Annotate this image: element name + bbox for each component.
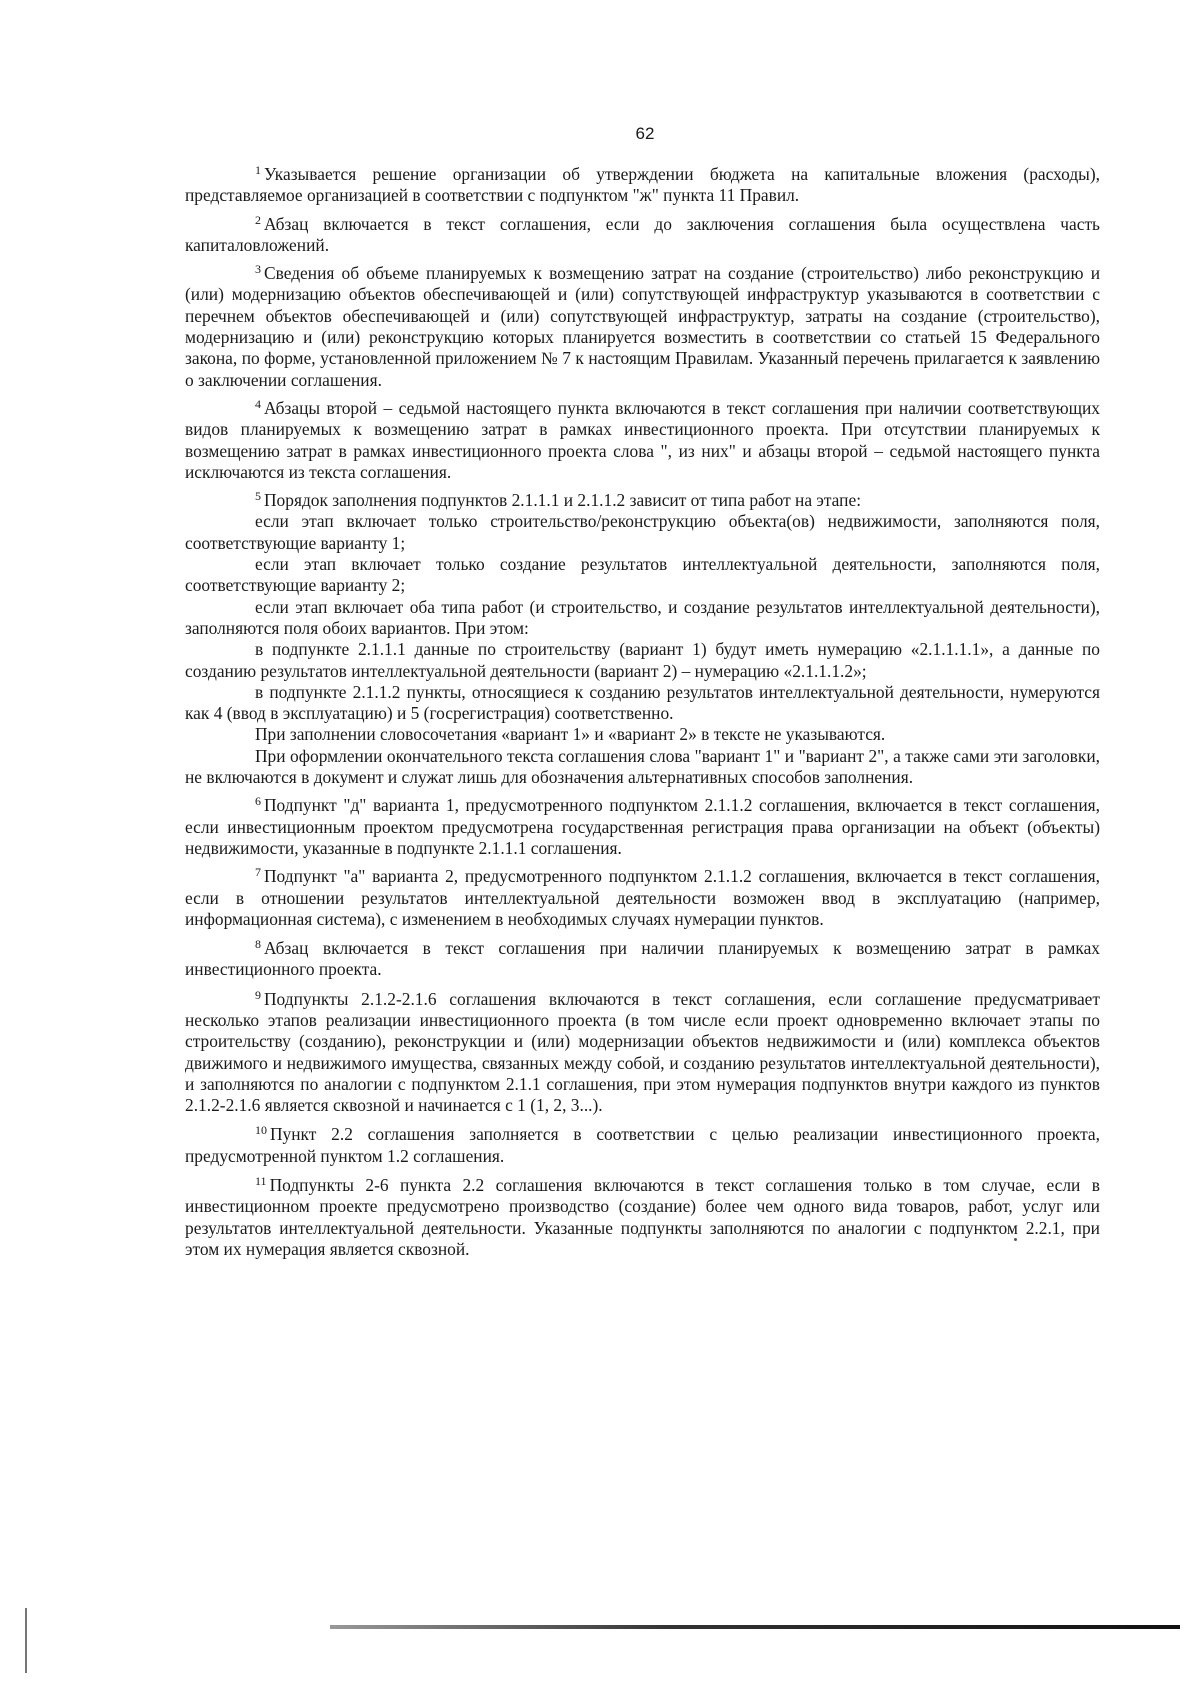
footnote-paragraph-text: Указывается решение организации об утверждении бюджета на капитальные вложения (расходы), представляемое организацией в соответствии с подпунктом "ж" пункта 11 Правил. [185, 164, 1100, 206]
footnote-paragraph-text: Подпункты 2.1.2-2.1.6 соглашения включаются в текст соглашения, если соглашение предусматривает несколько этапов реализации инвестиционного проекта (в том числе если проект одновременно включает этапы по строительству (созданию), реконструкции и (или) модернизации объектов недвижимости и (или) комплекса объектов движимого и недвижимого имущества, связанных между собой, и созданию результатов интеллектуальной деятельности), и заполняются по аналогии с подпунктом 2.1.1 соглашения, при этом нумерация подпунктов внутри каждого из пунктов 2.1.2-2.1.6 является сквозной и начинается с 1 (1, 2, 3...). [185, 988, 1100, 1116]
footnote-marker: 4 [255, 396, 261, 411]
footnote-paragraph-text: Абзац включается в текст соглашения, если до заключения соглашения была осуществлена часть капиталовложений. [185, 213, 1100, 255]
footnote-9 [185, 985, 1100, 1117]
footnote-4 [185, 394, 1100, 483]
scan-speck [1014, 1238, 1017, 1241]
footnote-6 [185, 791, 1100, 859]
footnote-paragraph-text: При заполнении словосочетания «вариант 1» и «вариант 2» в тексте не указываются. [255, 724, 886, 745]
footnote-5 [185, 486, 1100, 788]
footnote-paragraph [185, 746, 1100, 789]
footnote-text [185, 210, 1100, 257]
footnote-2 [185, 210, 1100, 257]
footnote-marker: 10 [255, 1123, 267, 1138]
footnote-paragraph-text: если этап включает только строительство/реконструкцию объекта(ов) недвижимости, заполняются поля, соответствующие варианту 1; [185, 511, 1100, 553]
footnote-paragraph [185, 682, 1100, 725]
footnote-paragraph-text: в подпункте 2.1.1.2 пункты, относящиеся к созданию результатов интеллектуальной деятельности, нумеруются как 4 (ввод в эксплуатацию) и 5 (госрегистрация) соответственно. [185, 681, 1100, 724]
footnote-paragraph-text: Подпункт "д" варианта 1, предусмотренного подпунктом 2.1.1.2 соглашения, включается в текст соглашения, если инвестиционным проектом предусмотрена государственная регистрация права организации на объект (объекты) недвижимости, указанные в подпункте 2.1.1.1 соглашения. [185, 795, 1100, 858]
footnote-marker: 1 [255, 163, 261, 177]
footnote-text [185, 259, 1100, 391]
footnote-text [185, 791, 1100, 859]
footnote-paragraph-text: если этап включает только создание результатов интеллектуальной деятельности, заполняются поля, соответствующие варианту 2; [185, 554, 1100, 596]
footnote-paragraph [185, 639, 1100, 682]
footnote-text [185, 486, 1100, 511]
footnote-paragraph-text: Сведения об объеме планируемых к возмещению затрат на создание (строительство) либо реконструкцию и (или) модернизацию объектов обеспечивающей и (или) сопутствующей инфраструктур указываются в соответствии с перечнем объектов обеспечивающей и (или) сопутствующей инфраструктур, затраты на создание (строительство), модернизацию и (или) реконструкцию которых планируется возместить в соответствии со статьей 15 Федерального закона, по форме, установленной приложением № 7 к настоящим Правилам. Указанный перечень прилагается к заявлению о заключении соглашения. [185, 263, 1100, 390]
footnote-3 [185, 259, 1100, 391]
footnote-8 [185, 934, 1100, 981]
page-number: 62 [635, 124, 655, 143]
footnote-text [185, 1120, 1100, 1167]
footnote-10 [185, 1120, 1100, 1167]
footnote-paragraph [185, 597, 1100, 640]
footnote-text [185, 160, 1100, 207]
footnote-paragraph-text: Подпункты 2-6 пункта 2.2 соглашения включаются в текст соглашения только в том случае, если в инвестиционном проекте предусмотрено производство (создание) более чем одного вида товаров, работ, услуг или результатов интеллектуальной деятельности. Указанные подпункты заполняются по аналогии с подпунктом 2.2.1, при этом их нумерация является сквозной. [185, 1175, 1100, 1259]
footnote-marker: 5 [255, 489, 261, 504]
footnote-marker: 3 [255, 262, 261, 277]
footnote-marker: 2 [255, 212, 261, 227]
scan-edge-mark [25, 1608, 27, 1673]
footnote-1 [185, 160, 1100, 207]
footnote-marker: 7 [255, 865, 261, 880]
footnote-7 [185, 862, 1100, 930]
footnote-paragraph [185, 511, 1100, 554]
footnote-marker: 9 [255, 987, 261, 1002]
bottom-rule [330, 1625, 1180, 1629]
footnote-paragraph [185, 724, 1100, 745]
footnote-marker: 8 [255, 937, 261, 952]
footnote-marker: 11 [255, 1174, 267, 1189]
footnote-paragraph-text: Порядок заполнения подпунктов 2.1.1.1 и 2.1.1.2 зависит от типа работ на этапе: [264, 490, 862, 511]
footnote-11 [185, 1171, 1100, 1260]
footnote-text [185, 1171, 1100, 1260]
footnote-paragraph-text: Пункт 2.2 соглашения заполняется в соответствии с целью реализации инвестиционного проекта, предусмотренной пунктом 1.2 соглашения. [185, 1124, 1100, 1166]
footnote-text [185, 934, 1100, 981]
footnote-paragraph-text: если этап включает оба типа работ (и строительство, и создание результатов интеллектуальной деятельности), заполняются поля обоих вариантов. При этом: [185, 596, 1100, 638]
footnote-text [185, 862, 1100, 930]
footnotes [185, 160, 1100, 1263]
footnote-paragraph-text: Абзацы второй – седьмой настоящего пункта включаются в текст соглашения при наличии соответствующих видов планируемых к возмещению затрат в рамках инвестиционного проекта. При отсутствии планируемых к возмещению затрат в рамках инвестиционного проекта слова ", из них" и абзацы второй – седьмой настоящего пункта исключаются из текста соглашения. [185, 397, 1100, 482]
footnote-marker: 6 [255, 794, 261, 809]
footnote-paragraph [185, 554, 1100, 597]
footnote-paragraph-text: При оформлении окончательного текста соглашения слова "вариант 1" и "вариант 2", а также сами эти заголовки, не включаются в документ и служат лишь для обозначения альтернативных способов заполнения. [185, 745, 1100, 788]
footnote-text [185, 985, 1100, 1117]
footnote-text [185, 394, 1100, 483]
footnote-paragraph-text: Абзац включается в текст соглашения при наличии планируемых к возмещению затрат в рамках инвестиционного проекта. [185, 938, 1100, 980]
footnote-paragraph-text: в подпункте 2.1.1.1 данные по строительству (вариант 1) будут иметь нумерацию «2.1.1.1.1», а данные по созданию результатов интеллектуальной деятельности (вариант 2) – нумерацию «2.1.1.1.2»; [185, 639, 1100, 681]
footnote-paragraph-text: Подпункт "а" варианта 2, предусмотренного подпунктом 2.1.1.2 соглашения, включается в текст соглашения, если в отношении результатов интеллектуальной деятельности возможен ввод в эксплуатацию (например, информационная система), с изменением в необходимых случаях нумерации пунктов. [185, 866, 1100, 929]
